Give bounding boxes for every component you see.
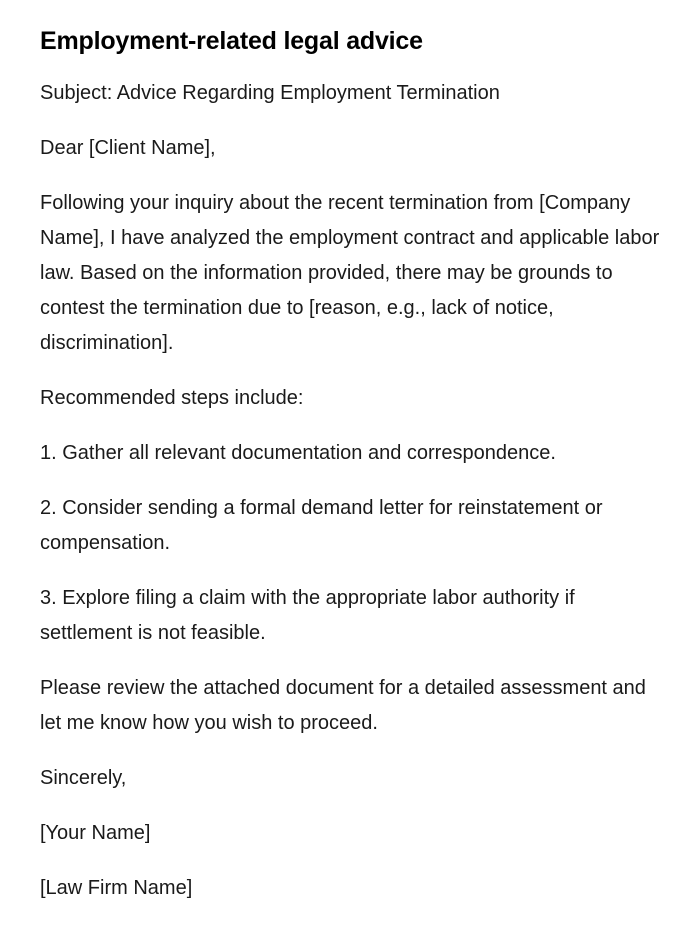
document-title: Employment-related legal advice [40, 27, 423, 55]
intro-paragraph: Following your inquiry about the recent termination from [Company Name], I have analyzed the employment contract and applicable labor law. Based on the information provided, there may be grounds to contest the termination due to [reason, e.g., lack of notice, discrimination]. [40, 192, 660, 354]
step-item-1: 1. Gather all relevant documentation and correspondence. [40, 442, 556, 464]
step-item-3: 3. Explore filing a claim with the appropriate labor authority if settlement is not feasible. [40, 587, 575, 644]
firm-name: [Law Firm Name] [40, 877, 193, 899]
sender-name: [Your Name] [40, 822, 151, 844]
signoff: Sincerely, [40, 767, 127, 789]
closing-request: Please review the attached document for a detailed assessment and let me know how you wish to proceed. [40, 677, 646, 734]
step-item-2: 2. Consider sending a formal demand letter for reinstatement or compensation. [40, 497, 603, 554]
letter-body [40, 76, 660, 906]
salutation: Dear [Client Name], [40, 137, 216, 159]
steps-heading: Recommended steps include: [40, 387, 304, 409]
subject-line: Subject: Advice Regarding Employment Termination [40, 82, 500, 104]
